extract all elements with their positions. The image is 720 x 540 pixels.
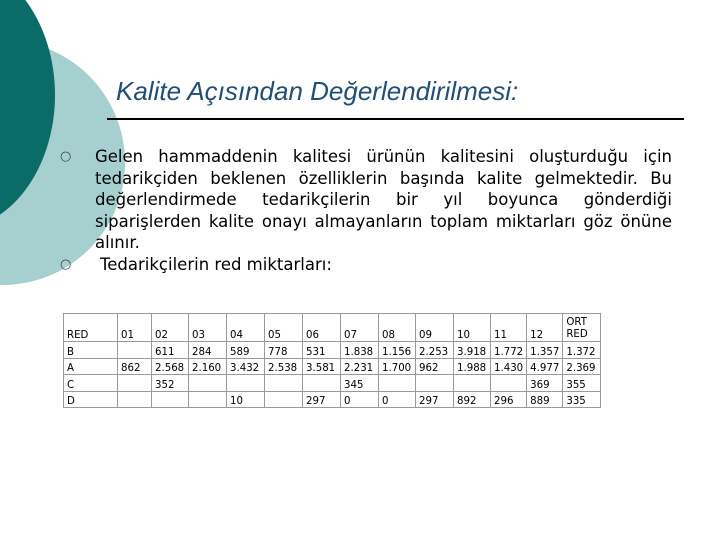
- title-underline: [107, 118, 684, 120]
- table-cell: 778: [265, 342, 303, 359]
- supplier-label-cell: C: [64, 375, 118, 392]
- table-cell: 2.160: [189, 358, 227, 375]
- table-cell: [189, 391, 227, 408]
- table-cell: 862: [118, 358, 152, 375]
- bullet-text-1: Gelen hammaddenin kalitesi ürünün kalitesini oluşturduğu için tedarikçiden beklenen özelliklerin başında kalite gelmektedir. Bu değerlendirmede tedarikçilerin bir yıl boyunca gönderdiği siparişlerden kalite onayı almayanların toplam miktarları göz önüne alınır.: [95, 147, 672, 252]
- supplier-label-cell: B: [64, 342, 118, 359]
- table-cell: [227, 375, 265, 392]
- table-cell: 10: [227, 391, 265, 408]
- table-cell: [118, 375, 152, 392]
- table-header-cell: 05: [265, 314, 303, 342]
- red-quantities-table-container: [63, 313, 601, 408]
- slide-title: Kalite Açısından Değerlendirilmesi:: [116, 76, 519, 106]
- table-cell: 589: [227, 342, 265, 359]
- table-header-cell: ORT RED: [563, 314, 601, 342]
- table-cell: 0: [341, 391, 379, 408]
- table-row: [64, 375, 601, 392]
- table-cell: [303, 375, 341, 392]
- table-cell: 297: [303, 391, 341, 408]
- table-cell: 1.357: [527, 342, 563, 359]
- supplier-label-cell: A: [64, 358, 118, 375]
- bullet-circle-icon: ○: [60, 149, 72, 164]
- table-header-cell: 02: [152, 314, 189, 342]
- table-cell: 1.700: [379, 358, 416, 375]
- table-header-cell: 03: [189, 314, 227, 342]
- table-cell: 892: [454, 391, 491, 408]
- table-cell: [454, 375, 491, 392]
- table-header-cell: 12: [527, 314, 563, 342]
- table-cell: 2.369: [563, 358, 601, 375]
- table-row: [64, 358, 601, 375]
- table-cell: [152, 391, 189, 408]
- table-header-cell: 07: [341, 314, 379, 342]
- bullet-item-2: [60, 254, 672, 276]
- table-cell: 3.918: [454, 342, 491, 359]
- table-header-cell: RED: [64, 314, 118, 342]
- table-cell: 1.772: [491, 342, 527, 359]
- table-cell: 3.432: [227, 358, 265, 375]
- table-cell: 0: [379, 391, 416, 408]
- table-cell: 611: [152, 342, 189, 359]
- table-cell: 3.581: [303, 358, 341, 375]
- bullet-circle-icon: ○: [60, 256, 72, 272]
- table-cell: 962: [416, 358, 454, 375]
- table-cell: 345: [341, 375, 379, 392]
- table-cell: [118, 342, 152, 359]
- table-row: [64, 391, 601, 408]
- table-cell: 531: [303, 342, 341, 359]
- table-cell: 369: [527, 375, 563, 392]
- table-cell: 284: [189, 342, 227, 359]
- table-cell: 355: [563, 375, 601, 392]
- table-cell: 1.372: [563, 342, 601, 359]
- table-header-cell: 01: [118, 314, 152, 342]
- bullet-list: [60, 146, 672, 275]
- table-cell: [379, 375, 416, 392]
- table-cell: 2.568: [152, 358, 189, 375]
- table-header-cell: 09: [416, 314, 454, 342]
- table-cell: [265, 391, 303, 408]
- table-header-cell: 06: [303, 314, 341, 342]
- table-cell: 2.538: [265, 358, 303, 375]
- table-cell: 352: [152, 375, 189, 392]
- bullet-text-2: Tedarikçilerin red miktarları:: [100, 254, 332, 274]
- supplier-label-cell: D: [64, 391, 118, 408]
- red-quantities-table: [63, 313, 601, 408]
- table-header-cell: 04: [227, 314, 265, 342]
- table-cell: 1.156: [379, 342, 416, 359]
- bullet-item-1: [60, 146, 672, 254]
- table-cell: [189, 375, 227, 392]
- table-cell: 296: [491, 391, 527, 408]
- table-header-cell: 11: [491, 314, 527, 342]
- table-header-cell: 10: [454, 314, 491, 342]
- table-cell: 1.988: [454, 358, 491, 375]
- table-row: [64, 342, 601, 359]
- table-cell: 1.430: [491, 358, 527, 375]
- table-cell: 2.253: [416, 342, 454, 359]
- table-cell: 297: [416, 391, 454, 408]
- table-header-cell: 08: [379, 314, 416, 342]
- table-cell: [265, 375, 303, 392]
- table-cell: 2.231: [341, 358, 379, 375]
- table-cell: [491, 375, 527, 392]
- table-cell: 889: [527, 391, 563, 408]
- table-header-row: [64, 314, 601, 342]
- table-cell: 1.838: [341, 342, 379, 359]
- table-cell: [118, 391, 152, 408]
- table-cell: 4.977: [527, 358, 563, 375]
- table-cell: [416, 375, 454, 392]
- table-cell: 335: [563, 391, 601, 408]
